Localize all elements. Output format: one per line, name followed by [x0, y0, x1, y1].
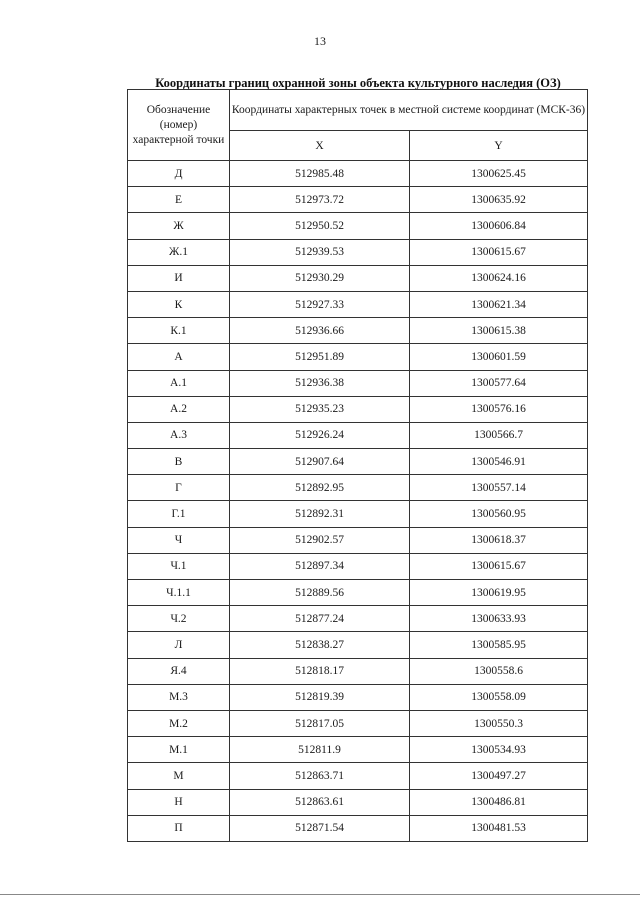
y-coordinate-cell: 1300625.45 — [410, 161, 588, 187]
point-name-cell: Ч.2 — [128, 606, 230, 632]
point-name-cell: М.3 — [128, 684, 230, 710]
y-coordinate-cell: 1300576.16 — [410, 396, 588, 422]
table-row — [128, 553, 588, 579]
point-name-cell: Ч.1.1 — [128, 580, 230, 606]
point-name-cell: Ж.1 — [128, 239, 230, 265]
y-coordinate-cell: 1300615.38 — [410, 318, 588, 344]
table-row — [128, 527, 588, 553]
header-x-label: X — [230, 131, 410, 161]
x-coordinate-cell: 512927.33 — [230, 291, 410, 317]
table-row — [128, 475, 588, 501]
table-row — [128, 580, 588, 606]
y-coordinate-cell: 1300497.27 — [410, 763, 588, 789]
y-coordinate-cell: 1300560.95 — [410, 501, 588, 527]
point-name-cell: Я.4 — [128, 658, 230, 684]
table-row — [128, 684, 588, 710]
table-row — [128, 265, 588, 291]
y-coordinate-cell: 1300615.67 — [410, 239, 588, 265]
point-name-cell: М — [128, 763, 230, 789]
y-coordinate-cell: 1300635.92 — [410, 187, 588, 213]
y-coordinate-cell: 1300577.64 — [410, 370, 588, 396]
point-name-cell: К — [128, 291, 230, 317]
x-coordinate-cell: 512973.72 — [230, 187, 410, 213]
header-y-label: Y — [410, 131, 588, 161]
table-row — [128, 501, 588, 527]
page-number: 13 — [314, 34, 326, 48]
point-name-cell: Д — [128, 161, 230, 187]
x-coordinate-cell: 512877.24 — [230, 606, 410, 632]
document-title: Координаты границ охранной зоны объекта культурного наследия (ОЗ) — [155, 76, 561, 90]
y-coordinate-cell: 1300624.16 — [410, 265, 588, 291]
y-coordinate-cell: 1300585.95 — [410, 632, 588, 658]
y-coordinate-cell: 1300621.34 — [410, 291, 588, 317]
table-row — [128, 606, 588, 632]
x-coordinate-cell: 512926.24 — [230, 422, 410, 448]
y-coordinate-cell: 1300618.37 — [410, 527, 588, 553]
y-coordinate-cell: 1300619.95 — [410, 580, 588, 606]
table-row — [128, 291, 588, 317]
x-coordinate-cell: 512892.95 — [230, 475, 410, 501]
table-body — [128, 161, 588, 842]
y-coordinate-cell: 1300558.09 — [410, 684, 588, 710]
point-name-cell: А.2 — [128, 396, 230, 422]
x-coordinate-cell: 512838.27 — [230, 632, 410, 658]
y-coordinate-cell: 1300615.67 — [410, 553, 588, 579]
y-coordinate-cell: 1300601.59 — [410, 344, 588, 370]
x-coordinate-cell: 512871.54 — [230, 815, 410, 841]
table-row — [128, 239, 588, 265]
point-name-cell: А — [128, 344, 230, 370]
point-name-cell: А.3 — [128, 422, 230, 448]
point-name-cell: Ж — [128, 213, 230, 239]
table-row — [128, 658, 588, 684]
x-coordinate-cell: 512951.89 — [230, 344, 410, 370]
y-coordinate-cell: 1300550.3 — [410, 710, 588, 736]
point-name-cell: М.1 — [128, 737, 230, 763]
x-coordinate-cell: 512930.29 — [230, 265, 410, 291]
table-row — [128, 763, 588, 789]
x-coordinate-cell: 512819.39 — [230, 684, 410, 710]
point-name-cell: Л — [128, 632, 230, 658]
y-coordinate-cell: 1300546.91 — [410, 449, 588, 475]
point-name-cell: А.1 — [128, 370, 230, 396]
table-row — [128, 213, 588, 239]
x-coordinate-cell: 512902.57 — [230, 527, 410, 553]
y-coordinate-cell: 1300486.81 — [410, 789, 588, 815]
x-coordinate-cell: 512889.56 — [230, 580, 410, 606]
point-name-cell: И — [128, 265, 230, 291]
table-row — [128, 449, 588, 475]
table-header — [128, 90, 588, 161]
point-name-cell: Е — [128, 187, 230, 213]
bottom-divider — [0, 894, 640, 895]
point-name-cell: Н — [128, 789, 230, 815]
x-coordinate-cell: 512811.9 — [230, 737, 410, 763]
point-name-cell: Г — [128, 475, 230, 501]
y-coordinate-cell: 1300566.7 — [410, 422, 588, 448]
table-row — [128, 632, 588, 658]
x-coordinate-cell: 512863.71 — [230, 763, 410, 789]
point-name-cell: Г.1 — [128, 501, 230, 527]
table-row — [128, 370, 588, 396]
header-system-label: Координаты характерных точек в местной системе координат (МСК-36) — [230, 90, 588, 131]
x-coordinate-cell: 512939.53 — [230, 239, 410, 265]
table-row — [128, 344, 588, 370]
table-row — [128, 318, 588, 344]
point-name-cell: П — [128, 815, 230, 841]
x-coordinate-cell: 512863.61 — [230, 789, 410, 815]
table-row — [128, 187, 588, 213]
x-coordinate-cell: 512985.48 — [230, 161, 410, 187]
x-coordinate-cell: 512817.05 — [230, 710, 410, 736]
x-coordinate-cell: 512907.64 — [230, 449, 410, 475]
x-coordinate-cell: 512897.34 — [230, 553, 410, 579]
x-coordinate-cell: 512936.66 — [230, 318, 410, 344]
point-name-cell: В — [128, 449, 230, 475]
point-name-cell: М.2 — [128, 710, 230, 736]
point-name-cell: Ч.1 — [128, 553, 230, 579]
table-row — [128, 815, 588, 841]
y-coordinate-cell: 1300481.53 — [410, 815, 588, 841]
table-row — [128, 396, 588, 422]
y-coordinate-cell: 1300606.84 — [410, 213, 588, 239]
y-coordinate-cell: 1300558.6 — [410, 658, 588, 684]
table-row — [128, 789, 588, 815]
coordinates-table — [127, 89, 588, 842]
y-coordinate-cell: 1300633.93 — [410, 606, 588, 632]
y-coordinate-cell: 1300557.14 — [410, 475, 588, 501]
table-row — [128, 737, 588, 763]
x-coordinate-cell: 512892.31 — [230, 501, 410, 527]
point-name-cell: К.1 — [128, 318, 230, 344]
y-coordinate-cell: 1300534.93 — [410, 737, 588, 763]
point-name-cell: Ч — [128, 527, 230, 553]
x-coordinate-cell: 512950.52 — [230, 213, 410, 239]
x-coordinate-cell: 512935.23 — [230, 396, 410, 422]
x-coordinate-cell: 512818.17 — [230, 658, 410, 684]
header-point-label: Обозначение (номер) характерной точки — [128, 90, 230, 161]
table-row — [128, 422, 588, 448]
table-row — [128, 710, 588, 736]
x-coordinate-cell: 512936.38 — [230, 370, 410, 396]
table-row — [128, 161, 588, 187]
